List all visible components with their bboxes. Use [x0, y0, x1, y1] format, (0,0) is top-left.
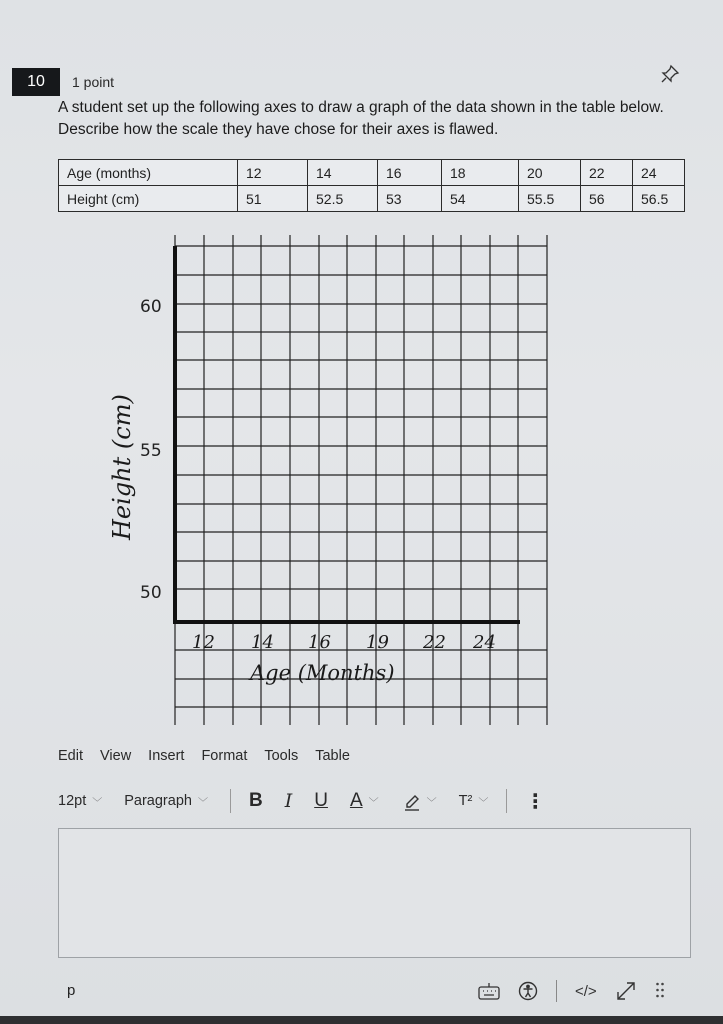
chevron-down-icon: ﹀ [197, 797, 208, 809]
table-cell: 51 [238, 186, 308, 212]
table-cell: 55.5 [519, 186, 581, 212]
graph-image [100, 230, 560, 730]
table-row [59, 160, 685, 186]
answer-textarea[interactable] [58, 828, 691, 958]
block-format-value: Paragraph [124, 793, 192, 809]
table-cell: 56.5 [633, 186, 685, 212]
editor-statusbar [478, 976, 683, 1006]
x-axis-label: Age (Months) [250, 661, 395, 685]
pin-icon[interactable] [660, 64, 680, 84]
text-color-button[interactable] [350, 790, 379, 812]
block-format-select[interactable] [124, 793, 208, 809]
y-tick-label: 50 [140, 583, 162, 603]
screen-bottom-edge [0, 1016, 723, 1024]
table-row [59, 186, 685, 212]
y-tick-label: 55 [140, 441, 162, 461]
chevron-down-icon: ﹀ [368, 797, 379, 809]
table-cell: 24 [633, 160, 685, 186]
accessibility-icon[interactable] [518, 981, 538, 1001]
font-size-select[interactable] [58, 793, 102, 809]
menu-table[interactable]: Table [315, 748, 350, 764]
highlighter-icon [403, 791, 421, 811]
table-cell: 16 [378, 160, 442, 186]
menu-format[interactable]: Format [201, 748, 248, 764]
menu-insert[interactable]: Insert [148, 748, 185, 764]
question-text: A student set up the following axes to draw a graph of the data shown in the table below. Describe how the scale they have chose for their axes is flawed. [58, 99, 664, 138]
editor-menubar [58, 748, 698, 764]
table-cell: 52.5 [308, 186, 378, 212]
row-header: Age (months) [59, 160, 238, 186]
x-tick-label: 12 [192, 632, 215, 653]
superscript-button[interactable] [459, 793, 489, 809]
table-cell: 12 [238, 160, 308, 186]
chevron-down-icon: ﹀ [92, 797, 103, 809]
x-tick-label: 16 [308, 632, 331, 653]
italic-button[interactable]: I [284, 790, 293, 812]
toolbar-divider [556, 980, 557, 1002]
x-tick-label: 22 [423, 632, 446, 653]
fullscreen-icon[interactable] [615, 980, 637, 1002]
chevron-down-icon: ﹀ [426, 797, 437, 809]
bold-button[interactable]: B [248, 790, 263, 811]
table-cell: 18 [442, 160, 519, 186]
menu-tools[interactable]: Tools [264, 748, 299, 764]
x-tick-label: 24 [473, 632, 496, 653]
resize-handle-icon[interactable] [655, 980, 665, 1002]
table-cell: 20 [519, 160, 581, 186]
font-size-value: 12pt [58, 793, 87, 809]
menu-view[interactable]: View [100, 748, 132, 764]
text-color-icon: A [349, 790, 363, 811]
question-points: 1 point [72, 74, 115, 90]
table-cell: 14 [308, 160, 378, 186]
question-number: 10 [12, 68, 60, 96]
table-cell: 22 [581, 160, 633, 186]
html-editor-toggle[interactable]: </> [575, 982, 597, 1000]
data-table [58, 159, 685, 212]
underline-button[interactable]: U [314, 790, 328, 811]
toolbar-divider [506, 789, 507, 813]
chevron-down-icon: ﹀ [478, 797, 489, 809]
keyboard-icon[interactable] [478, 982, 500, 1000]
superscript-icon: T² [458, 793, 473, 809]
y-axis-label: Height (cm) [108, 394, 136, 540]
highlight-color-button[interactable] [403, 791, 437, 811]
table-cell: 53 [378, 186, 442, 212]
editor-toolbar [58, 786, 698, 816]
y-tick-label: 60 [140, 297, 162, 317]
more-options-icon[interactable]: ⋮ [525, 790, 546, 813]
menu-edit[interactable]: Edit [58, 748, 83, 764]
x-tick-label: 19 [366, 632, 389, 653]
x-tick-label: 14 [251, 632, 274, 653]
toolbar-divider [230, 789, 231, 813]
row-header: Height (cm) [59, 186, 238, 212]
table-cell: 56 [581, 186, 633, 212]
table-cell: 54 [442, 186, 519, 212]
element-path: p [67, 982, 76, 999]
